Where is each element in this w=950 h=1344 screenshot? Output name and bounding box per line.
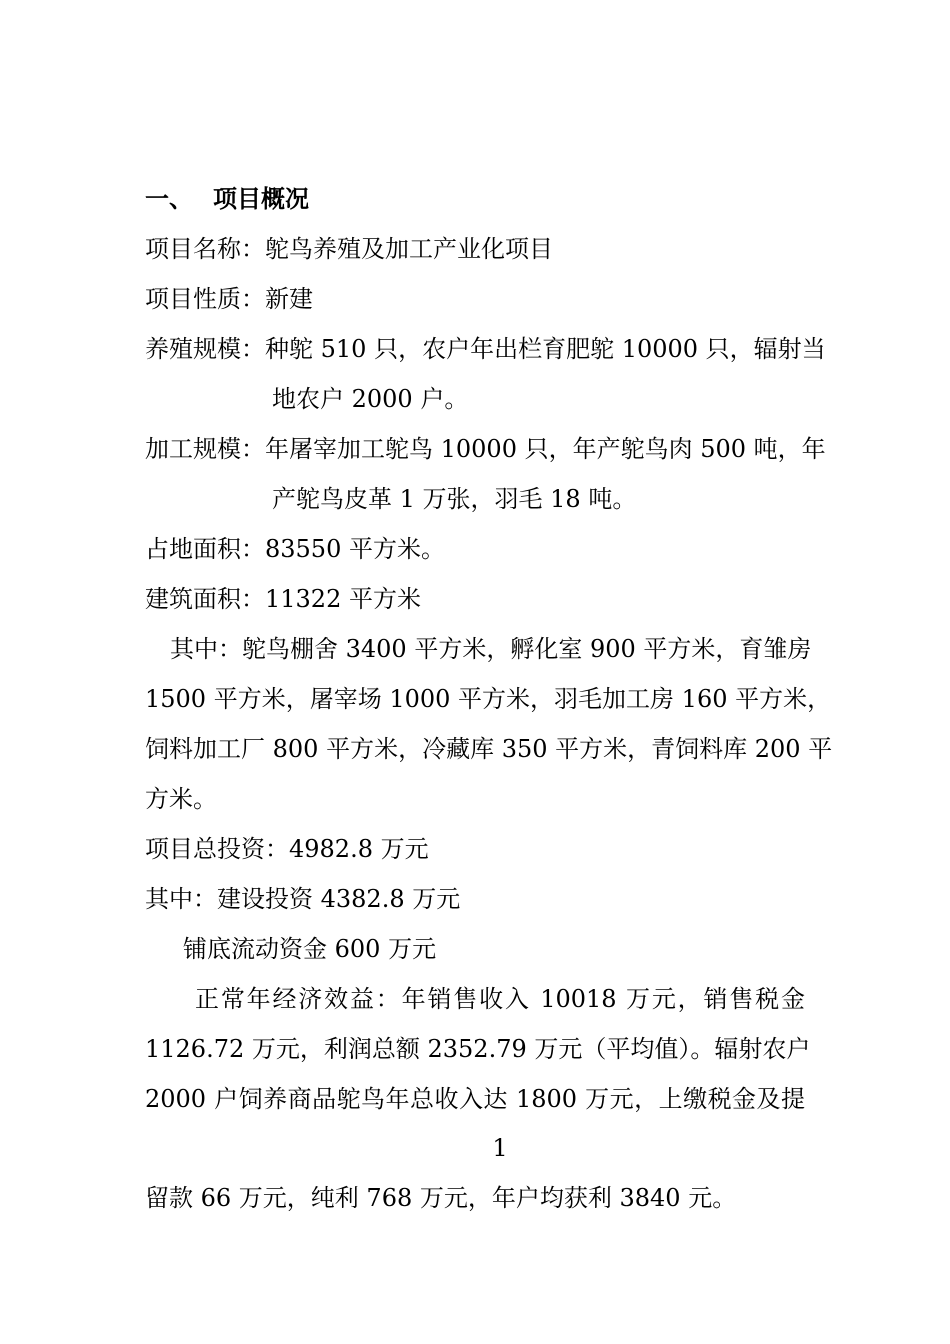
building-area-line: 建筑面积：11322 平方米: [145, 585, 421, 613]
processing-scale-line-2: 产鸵鸟皮革 1 万张，羽毛 18 吨。: [272, 485, 637, 513]
economic-benefit-line-3: 2000 户饲养商品鸵鸟年总收入达 1800 万元，上缴税金及提: [145, 1085, 805, 1113]
page-number: 1: [492, 1134, 508, 1162]
breeding-scale-line-1: 养殖规模：种鸵 510 只，农户年出栏育肥鸵 10000 只，辐射当: [145, 335, 826, 363]
economic-benefit-line-4: 留款 66 万元，纯利 768 万元，年户均获利 3840 元。: [145, 1184, 737, 1212]
section-heading: [145, 184, 309, 214]
area-breakdown-line-1: 其中：鸵鸟棚舍 3400 平方米，孵化室 900 平方米，育雏房: [170, 635, 812, 663]
working-capital-line: 铺底流动资金 600 万元: [183, 935, 437, 963]
project-nature-line: 项目性质：新建: [145, 285, 313, 313]
processing-scale-line-1: 加工规模：年屠宰加工鸵鸟 10000 只，年产鸵鸟肉 500 吨，年: [145, 435, 826, 463]
total-investment-line: 项目总投资：4982.8 万元: [145, 835, 429, 863]
economic-benefit-line-1: 正常年经济效益：年销售收入 10018 万元，销售税金: [195, 985, 805, 1013]
area-breakdown-line-2: 1500 平方米，屠宰场 1000 平方米，羽毛加工房 160 平方米，: [145, 685, 832, 713]
economic-benefit-line-2: 1126.72 万元，利润总额 2352.79 万元（平均值）。辐射农户: [145, 1035, 811, 1063]
section-number: 一、: [145, 184, 193, 213]
construction-investment-line: 其中：建设投资 4382.8 万元: [145, 885, 461, 913]
area-breakdown-line-4: 方米。: [145, 785, 217, 813]
area-breakdown-line-3: 饲料加工厂 800 平方米，冷藏库 350 平方米，青饲料库 200 平: [145, 735, 833, 763]
land-area-line: 占地面积：83550 平方米。: [145, 535, 445, 563]
section-title: 项目概况: [213, 184, 309, 213]
project-name-line: 项目名称：鸵鸟养殖及加工产业化项目: [145, 235, 553, 263]
breeding-scale-line-2: 地农户 2000 户。: [272, 385, 469, 413]
